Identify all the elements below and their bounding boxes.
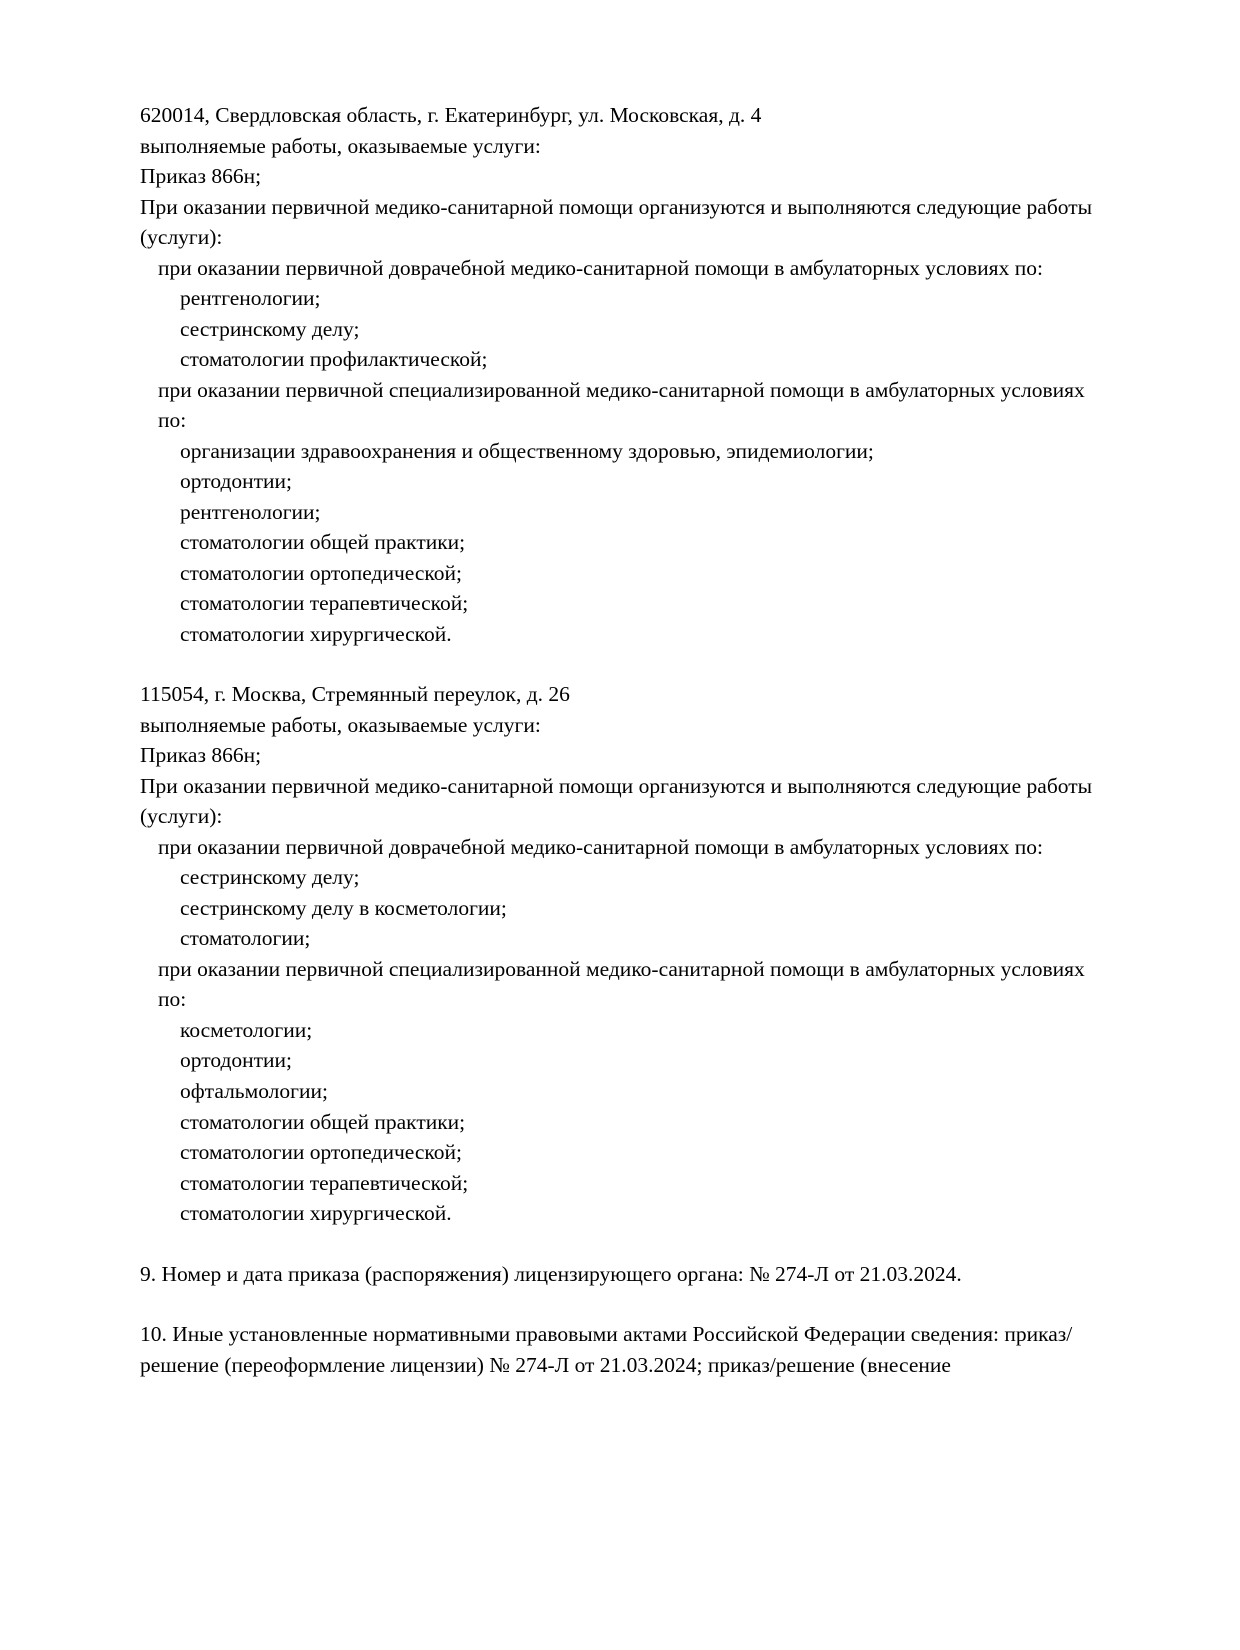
order-reference: Приказ 866н;	[140, 743, 262, 768]
service-item: организации здравоохранения и общественному здоровью, эпидемиологии;	[180, 438, 874, 463]
service-item: стоматологии терапевтической;	[180, 591, 469, 616]
service-item: сестринскому делу;	[180, 865, 360, 890]
service-item: ортодонтии;	[180, 1048, 293, 1073]
group-title-predoctor: при оказании первичной доврачебной медико-санитарной помощи в амбулаторных условиях по:	[158, 255, 1043, 280]
service-item: стоматологии хирургической.	[180, 1201, 452, 1226]
service-item: стоматологии профилактической;	[180, 347, 488, 372]
license-address-block	[140, 679, 1100, 1228]
service-item: стоматологии;	[180, 926, 311, 951]
service-item: офтальмологии;	[180, 1078, 328, 1103]
service-item: стоматологии терапевтической;	[180, 1170, 469, 1195]
license-address-block	[140, 100, 1100, 649]
group-title-specialized: при оказании первичной специализированной медико-санитарной помощи в амбулаторных условиях по:	[158, 956, 1091, 1012]
section-separator	[140, 1229, 1100, 1259]
item-9-order-number-date: 9. Номер и дата приказа (распоряжения) лицензирующего органа: № 274-Л от 21.03.2024.	[140, 1261, 962, 1286]
service-item: ортодонтии;	[180, 469, 293, 494]
service-item: косметологии;	[180, 1017, 313, 1042]
works-label: выполняемые работы, оказываемые услуги:	[140, 712, 541, 737]
service-item: стоматологии ортопедической;	[180, 1140, 463, 1165]
service-item: рентгенологии;	[180, 499, 321, 524]
service-item: сестринскому делу;	[180, 316, 360, 341]
service-item: сестринскому делу в косметологии;	[180, 895, 507, 920]
service-item: стоматологии общей практики;	[180, 530, 466, 555]
document-body	[140, 100, 1100, 1380]
intro-text: При оказании первичной медико-санитарной помощи организуются и выполняются следующие работы (услуги):	[140, 194, 1098, 250]
item-10-other-information: 10. Иные установленные нормативными правовыми актами Российской Федерации сведения: приказ/решение (переоформление лицензии) № 274-Л от 21.03.2024; приказ/решение (внесение	[140, 1322, 1073, 1377]
section-separator	[140, 1289, 1100, 1319]
service-item: стоматологии хирургической.	[180, 621, 452, 646]
address-line: 620014, Свердловская область, г. Екатеринбург, ул. Московская, д. 4	[140, 103, 762, 127]
group-title-specialized: при оказании первичной специализированной медико-санитарной помощи в амбулаторных условиях по:	[158, 377, 1091, 433]
service-item: стоматологии общей практики;	[180, 1109, 466, 1134]
service-item: стоматологии ортопедической;	[180, 560, 463, 585]
address-line: 115054, г. Москва, Стремянный переулок, д. 26	[140, 682, 570, 707]
intro-text: При оказании первичной медико-санитарной помощи организуются и выполняются следующие работы (услуги):	[140, 773, 1098, 829]
group-title-predoctor: при оказании первичной доврачебной медико-санитарной помощи в амбулаторных условиях по:	[158, 834, 1043, 859]
block-separator	[140, 649, 1100, 679]
works-label: выполняемые работы, оказываемые услуги:	[140, 133, 541, 158]
order-reference: Приказ 866н;	[140, 164, 262, 189]
service-item: рентгенологии;	[180, 286, 321, 311]
